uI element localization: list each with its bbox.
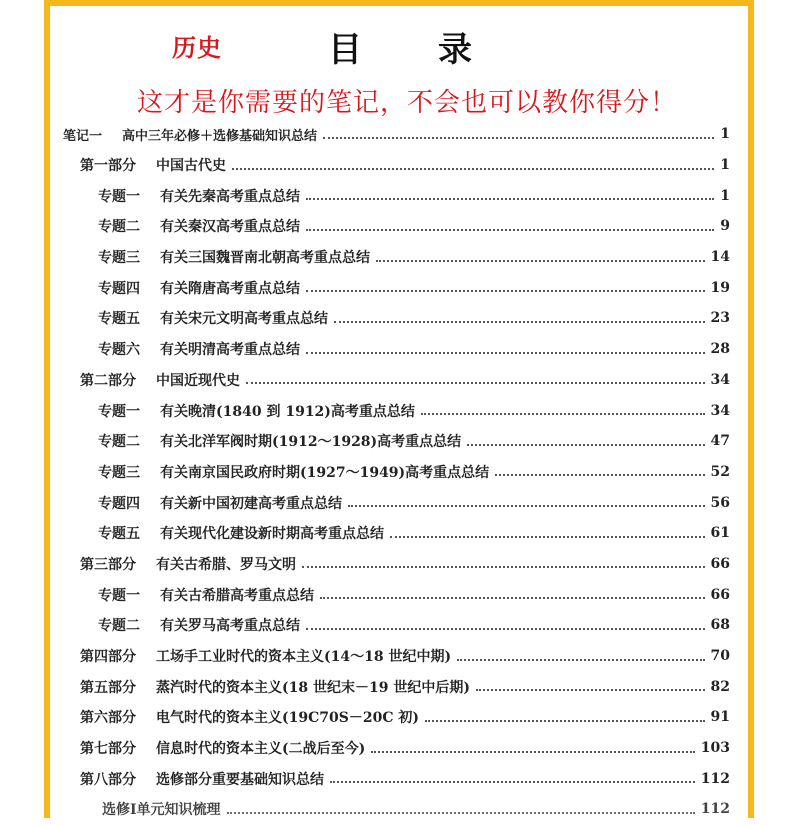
toc-entry-title: 有关罗马高考重点总结 <box>160 618 300 635</box>
toc-entry-title: 有关先秦高考重点总结 <box>160 188 300 205</box>
toc-entry[interactable] <box>50 365 748 396</box>
toc-entry-page: 47 <box>710 433 730 450</box>
toc-entry-page: 70 <box>710 648 730 665</box>
toc-entry[interactable] <box>50 211 748 242</box>
toc-entry-label: 专题一 <box>98 188 140 205</box>
toc-entry-page: 56 <box>710 494 730 511</box>
dot-leader <box>302 565 705 568</box>
toc-entry-page: 34 <box>710 402 730 419</box>
dot-leader <box>306 197 714 200</box>
toc-entry-label: 专题五 <box>98 526 140 543</box>
dot-leader <box>467 443 704 446</box>
toc-entry-label: 第一部分 <box>80 158 136 175</box>
dot-leader <box>390 535 705 538</box>
toc-entry-label: 专题一 <box>98 587 140 604</box>
toc-entry-label: 专题二 <box>98 434 140 451</box>
toc-entry-label: 专题一 <box>98 403 140 420</box>
toc-entry[interactable] <box>50 671 748 702</box>
dot-leader <box>320 596 705 599</box>
toc-entry-title: 信息时代的资本主义(二战后至今) <box>156 741 366 758</box>
toc-entry[interactable] <box>50 733 748 764</box>
toc-entry[interactable] <box>50 794 748 825</box>
toc-entry-page: 1 <box>720 157 730 174</box>
toc-entry-title: 中国古代史 <box>156 158 226 175</box>
dot-leader <box>376 259 705 262</box>
toc-entry-title: 高中三年必修＋选修基础知识总结 <box>122 128 318 144</box>
toc-entry-title: 有关古希腊、罗马文明 <box>156 556 296 573</box>
toc-entry-title: 有关秦汉高考重点总结 <box>160 219 300 236</box>
dot-leader <box>246 381 705 384</box>
toc-entry[interactable] <box>50 272 748 303</box>
page-title-char-1: 目 <box>328 30 362 70</box>
toc-entry-title: 有关新中国初建高考重点总结 <box>160 495 342 512</box>
toc-entry-label: 专题三 <box>98 250 140 267</box>
toc-entry-label: 第二部分 <box>80 372 136 389</box>
toc-entry[interactable] <box>50 150 748 181</box>
toc-entry[interactable] <box>50 242 748 273</box>
dot-leader <box>425 719 705 722</box>
toc-entry-page: 103 <box>700 740 730 757</box>
page-title-char-2: 录 <box>438 30 472 70</box>
toc-entry-page: 66 <box>710 586 730 603</box>
toc-entry-label: 第四部分 <box>80 649 136 666</box>
toc-entry-page: 14 <box>710 249 730 266</box>
toc-entry-title: 有关明清高考重点总结 <box>160 342 300 359</box>
toc-entry-title: 中国近现代史 <box>156 372 240 389</box>
toc-entry-title: 选修部分重要基础知识总结 <box>156 771 324 788</box>
toc-entry-label: 专题二 <box>98 618 140 635</box>
toc-entry-label: 专题四 <box>98 280 140 297</box>
toc-entry[interactable] <box>50 119 748 150</box>
toc-entry-label: 第三部分 <box>80 556 136 573</box>
toc-entry-label: 专题四 <box>98 495 140 512</box>
toc-entry-title: 有关宋元文明高考重点总结 <box>160 311 328 328</box>
toc-entry-label: 第七部分 <box>80 741 136 758</box>
toc-entry-title: 有关古希腊高考重点总结 <box>160 587 314 604</box>
toc-entry-label: 第八部分 <box>80 771 136 788</box>
toc-entry[interactable] <box>50 610 748 641</box>
toc-entry[interactable] <box>50 334 748 365</box>
toc-entry[interactable] <box>50 579 748 610</box>
toc-entry-page: 23 <box>710 310 730 327</box>
table-of-contents <box>50 119 748 825</box>
toc-entry-page: 9 <box>720 218 730 235</box>
toc-entry[interactable] <box>50 426 748 457</box>
title-row <box>50 22 748 70</box>
toc-entry[interactable] <box>50 487 748 518</box>
dot-leader <box>457 658 704 661</box>
toc-entry[interactable] <box>50 395 748 426</box>
toc-entry-title: 有关北洋军阀时期(1912～1928)高考重点总结 <box>160 434 462 451</box>
dot-leader <box>306 627 705 630</box>
dot-leader <box>232 167 714 170</box>
toc-entry-page: 1 <box>720 126 730 143</box>
toc-entry-title: 选修Ⅰ单元知识梳理 <box>102 802 221 819</box>
toc-entry-title: 有关三国魏晋南北朝高考重点总结 <box>160 250 370 267</box>
toc-entry-page: 68 <box>710 617 730 634</box>
toc-entry-label: 第五部分 <box>80 679 136 696</box>
toc-entry-title: 有关现代化建设新时期高考重点总结 <box>160 526 384 543</box>
subject-label: 历史 <box>172 34 222 62</box>
toc-entry-page: 61 <box>710 525 730 542</box>
toc-entry-title: 蒸汽时代的资本主义(18 世纪末－19 世纪中后期) <box>156 679 470 696</box>
toc-entry[interactable] <box>50 702 748 733</box>
dot-leader <box>323 136 714 139</box>
dot-leader <box>348 504 705 507</box>
dot-leader <box>227 811 695 814</box>
toc-entry-label: 专题五 <box>98 311 140 328</box>
dot-leader <box>476 688 705 691</box>
slogan: 这才是你需要的笔记，不会也可以教你得分！ <box>136 88 677 118</box>
toc-entry-label: 专题二 <box>98 219 140 236</box>
toc-entry-page: 1 <box>720 187 730 204</box>
toc-entry-title: 有关晚清(1840 到 1912)高考重点总结 <box>160 403 415 420</box>
dot-leader <box>371 750 695 753</box>
dot-leader <box>421 412 705 415</box>
toc-entry-title: 工场手工业时代的资本主义(14～18 世纪中期) <box>156 649 452 666</box>
toc-entry-page: 52 <box>710 463 730 480</box>
toc-entry-page: 19 <box>710 279 730 296</box>
toc-entry-page: 112 <box>700 770 730 787</box>
dot-leader <box>495 473 704 476</box>
toc-entry[interactable] <box>50 180 748 211</box>
toc-entry-label: 专题三 <box>98 464 140 481</box>
toc-entry-label: 笔记一 <box>63 128 103 144</box>
toc-entry-page: 112 <box>700 801 730 818</box>
toc-entry-label: 专题六 <box>98 342 140 359</box>
page-frame <box>44 0 754 818</box>
toc-entry-page: 91 <box>710 709 730 726</box>
toc-entry-title: 有关隋唐高考重点总结 <box>160 280 300 297</box>
toc-entry-page: 34 <box>710 371 730 388</box>
toc-entry[interactable] <box>50 549 748 580</box>
toc-entry-label: 第六部分 <box>80 710 136 727</box>
dot-leader <box>330 780 695 783</box>
toc-entry-page: 66 <box>710 555 730 572</box>
dot-leader <box>306 228 714 231</box>
toc-entry[interactable] <box>50 457 748 488</box>
toc-entry-title: 电气时代的资本主义(19C70S－20C 初) <box>156 710 419 727</box>
toc-entry[interactable] <box>50 763 748 794</box>
toc-entry-title: 有关南京国民政府时期(1927～1949)高考重点总结 <box>160 464 490 481</box>
dot-leader <box>306 351 705 354</box>
toc-entry[interactable] <box>50 641 748 672</box>
toc-entry-page: 82 <box>710 678 730 695</box>
dot-leader <box>306 289 705 292</box>
toc-entry[interactable] <box>50 518 748 549</box>
toc-entry[interactable] <box>50 303 748 334</box>
toc-entry-page: 28 <box>710 341 730 358</box>
dot-leader <box>334 320 705 323</box>
